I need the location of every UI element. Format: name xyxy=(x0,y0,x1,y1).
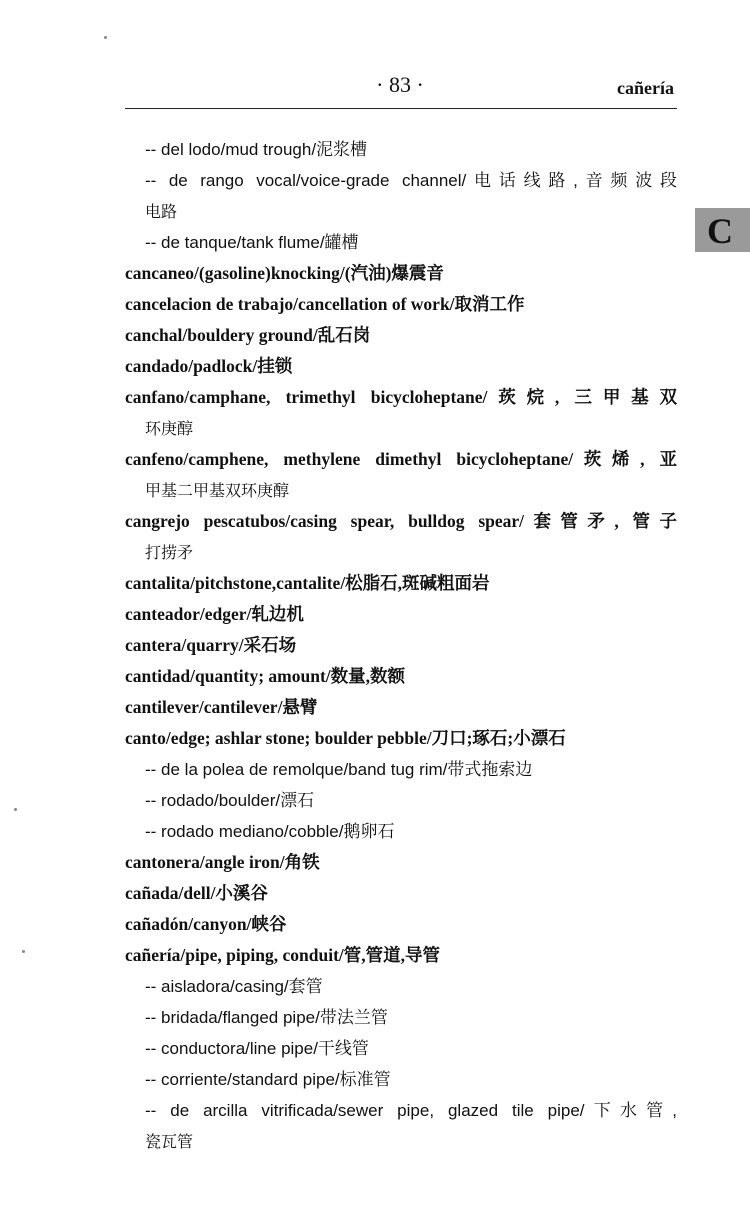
entry-headword-line: cantilever/cantilever/悬臂 xyxy=(125,697,318,717)
entry-headword-line: candado/padlock/挂锁 xyxy=(125,356,293,376)
entry-subentry-line: -- de la polea de remolque/band tug rim/带式拖索边 xyxy=(145,760,533,779)
entry-subentry-line: -- del lodo/mud trough/泥浆槽 xyxy=(145,140,368,159)
entry-subentry-line: -- de arcilla vitrificada/sewer pipe, glazed tile pipe/下水管, xyxy=(145,1101,677,1120)
entry-subentry-line: -- aisladora/casing/套管 xyxy=(145,977,323,996)
header-rule xyxy=(125,108,677,109)
entry-headword-line: canteador/edger/轧边机 xyxy=(125,604,304,624)
scan-speck xyxy=(14,808,17,811)
entry-continuation-line: 瓷瓦管 xyxy=(145,1132,194,1151)
entry-subentry-line: -- rodado/boulder/漂石 xyxy=(145,791,315,810)
entry-continuation-line: 环庚醇 xyxy=(145,419,194,438)
entry-headword-line: cangrejo pescatubos/casing spear, bulldog spear/套管矛, 管子 xyxy=(125,511,677,531)
entry-headword-line: cañería/pipe, piping, conduit/管,管道,导管 xyxy=(125,945,441,965)
entry-headword-line: canto/edge; ashlar stone; boulder pebble/刀口;琢石;小漂石 xyxy=(125,728,566,748)
entry-headword-line: canfeno/camphene, methylene dimethyl bicycloheptane/莰烯, 亚 xyxy=(125,449,677,469)
entry-subentry-line: -- corriente/standard pipe/标准管 xyxy=(145,1070,391,1089)
entry-headword-line: cantalita/pitchstone,cantalite/松脂石,斑碱粗面岩 xyxy=(125,573,490,593)
entry-headword-line: canchal/bouldery ground/乱石岗 xyxy=(125,325,371,345)
entry-headword-line: canfano/camphane, trimethyl bicycloheptane/莰烷, 三甲基双 xyxy=(125,387,677,407)
entry-subentry-line: -- de rango vocal/voice-grade channel/电话线路,音频波段 xyxy=(145,171,677,190)
entry-headword-line: cantidad/quantity; amount/数量,数额 xyxy=(125,666,406,686)
entry-subentry-line: -- de tanque/tank flume/罐槽 xyxy=(145,233,359,252)
entry-continuation-line: 打捞矛 xyxy=(145,543,194,562)
entry-continuation-line: 电路 xyxy=(145,202,178,221)
dictionary-entries xyxy=(125,134,677,1157)
scan-speck xyxy=(104,36,107,39)
entry-subentry-line: -- rodado mediano/cobble/鹅卵石 xyxy=(145,822,395,841)
entry-headword-line: cantera/quarry/采石场 xyxy=(125,635,297,655)
section-tab xyxy=(695,208,750,252)
section-tab-letter: C xyxy=(707,211,733,251)
entry-continuation-line: 甲基二甲基双环庚醇 xyxy=(145,481,290,500)
entry-headword-line: cañadón/canyon/峡谷 xyxy=(125,914,287,934)
entry-subentry-line: -- conductora/line pipe/干线管 xyxy=(145,1039,369,1058)
entry-headword-line: cancaneo/(gasoline)knocking/(汽油)爆震音 xyxy=(125,263,444,283)
entry-headword-line: cantonera/angle iron/角铁 xyxy=(125,852,320,872)
scan-speck xyxy=(22,950,25,953)
entry-subentry-line: -- bridada/flanged pipe/带法兰管 xyxy=(145,1008,388,1027)
page-number: · 83 · xyxy=(376,72,424,97)
entry-headword-line: cancelacion de trabajo/cancellation of work/取消工作 xyxy=(125,294,525,314)
running-head: cañería xyxy=(617,78,674,98)
entry-headword-line: cañada/dell/小溪谷 xyxy=(125,883,268,903)
